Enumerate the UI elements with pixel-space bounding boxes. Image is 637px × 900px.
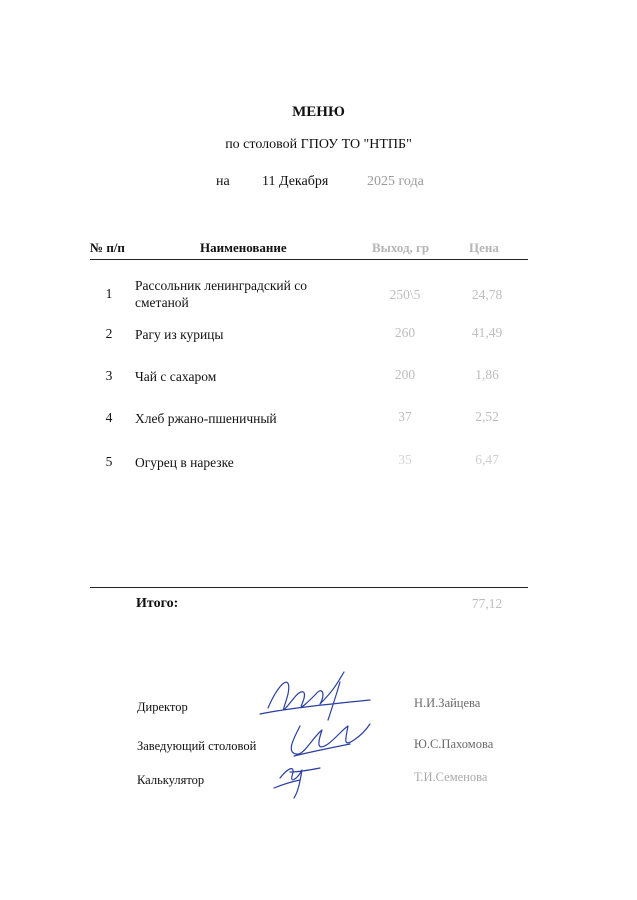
role-director: Директор bbox=[137, 700, 188, 714]
row-4-yield: 37 bbox=[398, 409, 412, 424]
name-director: Н.И.Зайцева bbox=[414, 696, 481, 710]
row-1-price: 24,78 bbox=[471, 287, 503, 302]
row-4-price: 2,52 bbox=[475, 409, 499, 424]
date-day: 11 Декабря bbox=[262, 174, 329, 189]
name-calculator: Т.И.Семенова bbox=[414, 770, 488, 784]
document-subtitle: по столовой ГПОУ ТО "НТПБ" bbox=[225, 137, 412, 152]
row-3-yield: 200 bbox=[394, 367, 416, 382]
total-rule bbox=[90, 587, 528, 588]
row-1-name: Рассольник ленинградский со сметаной bbox=[135, 278, 307, 310]
total-value: 77,12 bbox=[471, 596, 503, 611]
row-1-number: 1 bbox=[105, 286, 113, 301]
row-4-number: 4 bbox=[105, 410, 113, 425]
total-label: Итого: bbox=[136, 596, 179, 611]
date-year: 2025 года bbox=[367, 174, 424, 189]
date-prefix: на bbox=[216, 174, 230, 189]
column-header-name: Наименование bbox=[200, 240, 287, 255]
manager-signature bbox=[291, 724, 370, 756]
column-header-yield: Выход, гр bbox=[372, 240, 430, 255]
row-5-name: Огурец в нарезке bbox=[135, 455, 234, 470]
row-2-number: 2 bbox=[105, 326, 113, 341]
row-2-name: Рагу из курицы bbox=[135, 327, 224, 342]
row-3-name: Чай с сахаром bbox=[135, 369, 217, 384]
row-3-number: 3 bbox=[105, 368, 113, 383]
document-title: МЕНЮ bbox=[292, 104, 345, 120]
row-5-price: 6,47 bbox=[475, 452, 499, 467]
handwritten-signatures bbox=[250, 660, 380, 800]
role-canteen-manager: Заведующий столовой bbox=[137, 739, 257, 753]
column-header-price: Цена bbox=[469, 240, 499, 255]
header-rule bbox=[90, 259, 528, 260]
row-3-price: 1,86 bbox=[475, 367, 499, 382]
row-4-name: Хлеб ржано-пшеничный bbox=[135, 411, 277, 426]
role-calculator: Калькулятор bbox=[137, 773, 205, 787]
row-2-price: 41,49 bbox=[471, 325, 503, 340]
name-canteen-manager: Ю.С.Пахомова bbox=[414, 737, 494, 751]
column-header-number: № п/п bbox=[90, 240, 125, 255]
row-5-number: 5 bbox=[105, 454, 113, 469]
director-signature bbox=[260, 672, 370, 720]
row-5-yield: 35 bbox=[398, 452, 412, 467]
calculator-signature bbox=[274, 768, 320, 798]
row-1-yield: 250\5 bbox=[389, 287, 421, 302]
row-2-yield: 260 bbox=[394, 325, 416, 340]
